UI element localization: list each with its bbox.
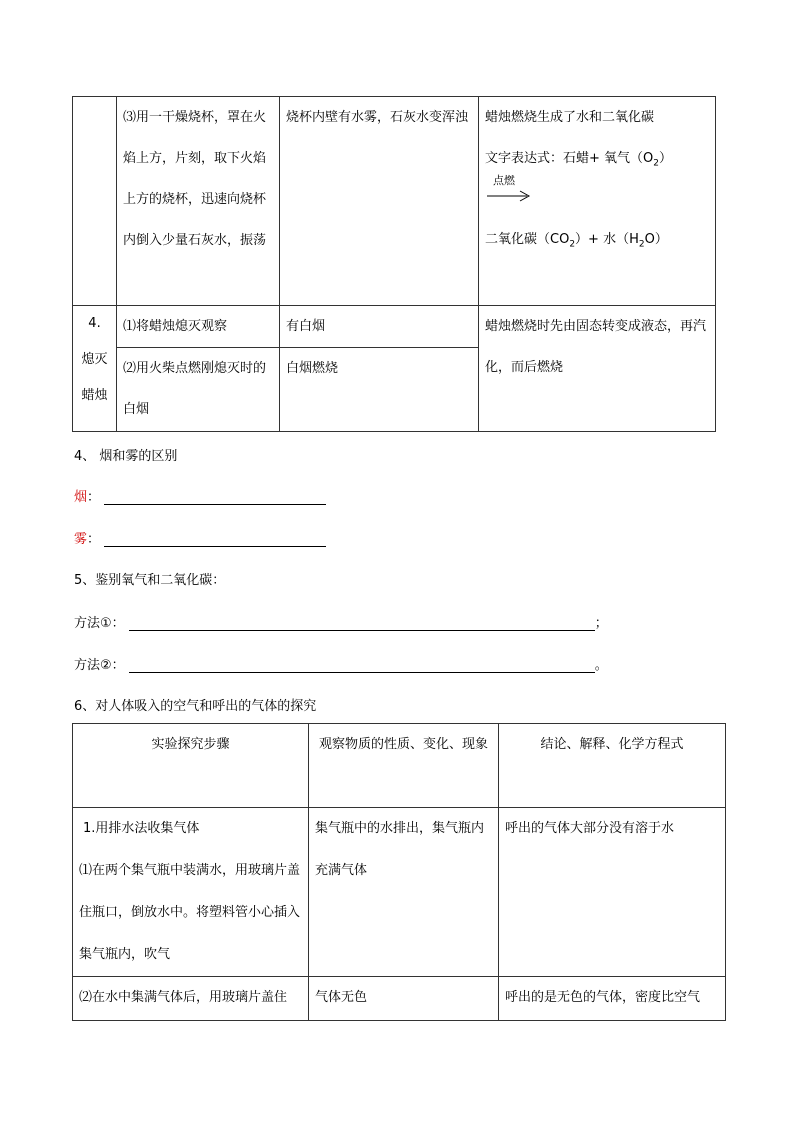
conclusion-text: 蜡烛燃烧生成了水和二氧化碳 bbox=[485, 110, 655, 125]
table-row bbox=[73, 306, 716, 348]
table-cell bbox=[73, 97, 117, 306]
column-header: 实验探究步骤 bbox=[73, 724, 309, 808]
conclusion-cell bbox=[479, 97, 716, 306]
observation-cell: 有白烟 bbox=[280, 306, 479, 348]
method-2-blank[interactable] bbox=[129, 658, 595, 673]
smoke-label: 烟 bbox=[74, 490, 88, 505]
row-label-cell: 4. 熄灭 蜡烛 bbox=[73, 306, 117, 432]
step-cell bbox=[117, 97, 280, 306]
fog-line: 雾： bbox=[74, 528, 326, 547]
observation-text: 烧杯内壁有水雾，石灰水变浑浊 bbox=[286, 110, 469, 125]
breath-table bbox=[72, 723, 726, 1021]
observation-cell: 白烟燃烧 bbox=[280, 348, 479, 432]
table-row bbox=[73, 808, 726, 977]
step-cell: 1.用排水法收集气体 ⑴在两个集气瓶中装满水，用玻璃片盖住瓶口，倒放水中。将塑料管小心插入集气瓶内，吹气 bbox=[73, 808, 309, 977]
table-row bbox=[73, 977, 726, 1021]
method-2-label: 方法②： bbox=[74, 658, 125, 673]
method-2-line: 方法②： 。 bbox=[74, 658, 608, 673]
table-header-row bbox=[73, 724, 726, 808]
arrow-icon bbox=[487, 189, 531, 203]
column-header: 结论、解释、化学方程式 bbox=[499, 724, 726, 808]
section-6-title: 6、对人体吸入的空气和呼出的气体的探究 bbox=[74, 699, 317, 714]
step-cell: ⑵用火柴点燃刚熄灭时的白烟 bbox=[117, 348, 280, 432]
reaction-arrow bbox=[485, 173, 709, 219]
section-5-title: 5、鉴别氧气和二氧化碳： bbox=[74, 573, 226, 588]
step-cell: ⑵在水中集满气体后，用玻璃片盖住 bbox=[73, 977, 309, 1021]
candle-table bbox=[72, 96, 716, 432]
step-cell: ⑴将蜡烛熄灭观察 bbox=[117, 306, 280, 348]
observation-cell: 集气瓶中的水排出，集气瓶内充满气体 bbox=[309, 808, 499, 977]
method-1-line: 方法①： ； bbox=[74, 616, 608, 631]
smoke-answer-blank[interactable] bbox=[104, 490, 326, 505]
conclusion-cell: 呼出的气体大部分没有溶于水 bbox=[499, 808, 726, 977]
observation-cell bbox=[280, 97, 479, 306]
method-1-blank[interactable] bbox=[129, 616, 595, 631]
arrow-label: 点燃 bbox=[493, 173, 515, 187]
section-4-title: 4、 烟和雾的区别 bbox=[74, 449, 178, 464]
method-1-label: 方法①： bbox=[74, 616, 125, 631]
smoke-line: 烟： bbox=[74, 486, 326, 505]
step-text: ⑶用一干燥烧杯，罩在火焰上方，片刻，取下火焰上方的烧杯，迅速向烧杯内倒入少量石灰水，振荡 bbox=[123, 110, 267, 248]
fog-label: 雾 bbox=[74, 532, 88, 547]
fog-answer-blank[interactable] bbox=[104, 532, 326, 547]
table-row bbox=[73, 97, 716, 306]
conclusion-cell: 蜡烛燃烧时先由固态转变成液态，再汽化，而后燃烧 bbox=[479, 306, 716, 432]
observation-cell: 气体无色 bbox=[309, 977, 499, 1021]
column-header: 观察物质的性质、变化、现象 bbox=[309, 724, 499, 808]
equation-line: 文字表达式：石蜡+ 氧气$(O_2)$ bbox=[485, 151, 673, 169]
conclusion-cell: 呼出的是无色的气体，密度比空气 bbox=[499, 977, 726, 1021]
product-line: 二氧化碳$(CO_2)+$ 水$(H_2O)$ bbox=[485, 231, 668, 250]
